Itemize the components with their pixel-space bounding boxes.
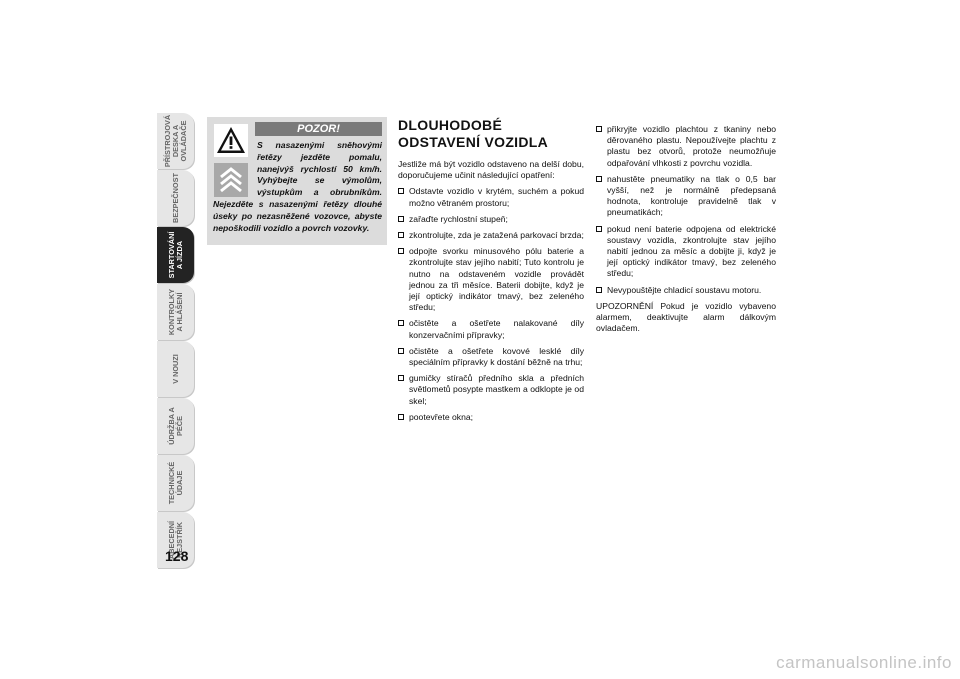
warning-text: S nasazenými sněhovými řetězy jezděte pomalu, nanejvýš rychlostí 50 km/h. Vyhýbejte se výmolům, výstupkům a obrubníkům. Nejezděte s nasazenými řetězy dlouhé úseky po nezasněžené vozovce, abyste nepoškodili vozidlo a povrch vozovky. xyxy=(213,140,382,233)
checkbox-bullet-icon xyxy=(596,287,602,293)
checkbox-bullet-icon xyxy=(398,320,404,326)
list-item xyxy=(596,224,776,280)
list-item xyxy=(398,346,584,368)
title-line-2: ODSTAVENÍ VOZIDLA xyxy=(398,134,549,150)
footer-watermark: carmanualsonline.info xyxy=(776,653,952,672)
checkbox-bullet-icon xyxy=(398,232,404,238)
left-column xyxy=(398,117,584,428)
list-item-text: pokud není baterie odpojena od elektrické soustavy vozidla, zkontrolujte stav jejího nabití jednou za měsíc a dobijte ji, když je její optický indikátor tmavý, bez zeleného středu; xyxy=(607,223,776,279)
checkbox-bullet-icon xyxy=(398,216,404,222)
intro-paragraph: Jestliže má být vozidlo odstaveno na delší dobu, doporučujeme učinit následující opatření: xyxy=(398,159,584,181)
warning-header: POZOR! xyxy=(255,122,382,136)
alarm-note: UPOZORNĚNÍ Pokud je vozidlo vybaveno alarmem, deaktivujte alarm dálkovým ovladačem. xyxy=(596,300,776,334)
list-item xyxy=(596,174,776,219)
list-item-text: nahustěte pneumatiky na tlak o 0,5 bar vyšší, než je normálně předepsaná hodnota, kontroluje pravidelně tlak v pneumatikách; xyxy=(607,173,776,218)
list-item-text: očistěte a ošetřete kovové lesklé díly speciálním přípravky k dostání běžně na trhu; xyxy=(409,345,584,368)
list-item xyxy=(398,186,584,208)
section-title xyxy=(398,117,584,151)
tab-kontrolky[interactable] xyxy=(157,284,194,340)
page-number: 128 xyxy=(165,548,189,564)
warning-text-block xyxy=(213,140,382,234)
list-item-text: přikryjte vozidlo plachtou z tkaniny nebo děrovaného plastu. Nepoužívejte plachtu z plastu bez otvorů, protože neumožňuje odpařování vlhkosti z povrchu vozidla. xyxy=(607,124,776,168)
chapter-tabs xyxy=(157,113,194,569)
warning-box xyxy=(207,117,387,245)
tab-bezpecnost[interactable] xyxy=(157,170,194,226)
list-item-text: pootevřete okna; xyxy=(409,411,474,422)
tab-label: STARTOVÁNÍ A JÍZDA xyxy=(166,231,184,279)
tab-v-nouzi[interactable] xyxy=(157,341,194,397)
list-item xyxy=(398,412,584,423)
tab-startovani-a-jizda[interactable] xyxy=(157,227,194,283)
list-item-text: Odstavte vozidlo v krytém, suchém a pokud možno větraném prostoru; xyxy=(409,186,584,208)
checkbox-bullet-icon xyxy=(398,248,404,254)
tab-label: ABECEDNÍ REJSTŘÍK xyxy=(166,520,184,560)
list-item xyxy=(398,318,584,340)
list-item xyxy=(398,246,584,313)
checkbox-bullet-icon xyxy=(596,176,602,182)
title-line-1: DLOUHODOBÉ xyxy=(398,117,503,133)
tab-label: KONTROLKY A HLÁŠENÍ xyxy=(166,288,184,336)
list-item-text: odpojte svorku minusového pólu baterie a zkontrolujte stav jejího nabití; Tuto kontrolu je nutno na odstaveném vozidle provádět jednou za tři měsíce. Baterii dobijte, když je její optický indikátor tmavý, bez zeleného středu; xyxy=(409,246,584,313)
checkbox-bullet-icon xyxy=(398,348,404,354)
checkbox-bullet-icon xyxy=(596,226,602,232)
tab-pristrojova-deska[interactable] xyxy=(157,113,194,169)
list-item xyxy=(398,373,584,407)
right-column xyxy=(596,124,776,334)
checkbox-bullet-icon xyxy=(398,188,404,194)
tab-label: TECHNICKÉ ÚDAJE xyxy=(166,461,184,505)
list-item-text: Nevypouštějte chladicí soustavu motoru. xyxy=(607,284,762,295)
left-checklist xyxy=(398,186,584,423)
list-item xyxy=(398,230,584,241)
tab-label: V NOUZI xyxy=(170,354,180,384)
checkbox-bullet-icon xyxy=(398,375,404,381)
checkbox-bullet-icon xyxy=(398,414,404,420)
list-item-text: zkontrolujte, zda je zatažená parkovací brzda; xyxy=(409,230,584,241)
list-item xyxy=(398,214,584,225)
tab-udrzba[interactable] xyxy=(157,398,194,454)
tab-label: PŘÍSTROJOVÁ DESKA A OVLÁDAČE xyxy=(162,114,188,168)
tab-label: BEZPEČNOST xyxy=(170,173,180,223)
right-checklist xyxy=(596,124,776,296)
tab-technicke-udaje[interactable] xyxy=(157,455,194,511)
list-item-text: zařaďte rychlostní stupeň; xyxy=(409,213,508,224)
list-item-text: očistěte a ošetřete nalakované díly konzervačními přípravky; xyxy=(409,318,584,340)
list-item xyxy=(596,124,776,169)
list-item-text: gumičky stíračů předního skla a předních světlometů posypte mastkem a odklopte je od skel; xyxy=(409,373,584,406)
checkbox-bullet-icon xyxy=(596,126,602,132)
tab-label: ÚDRŽBA A PÉČE xyxy=(166,407,184,445)
list-item xyxy=(596,285,776,296)
